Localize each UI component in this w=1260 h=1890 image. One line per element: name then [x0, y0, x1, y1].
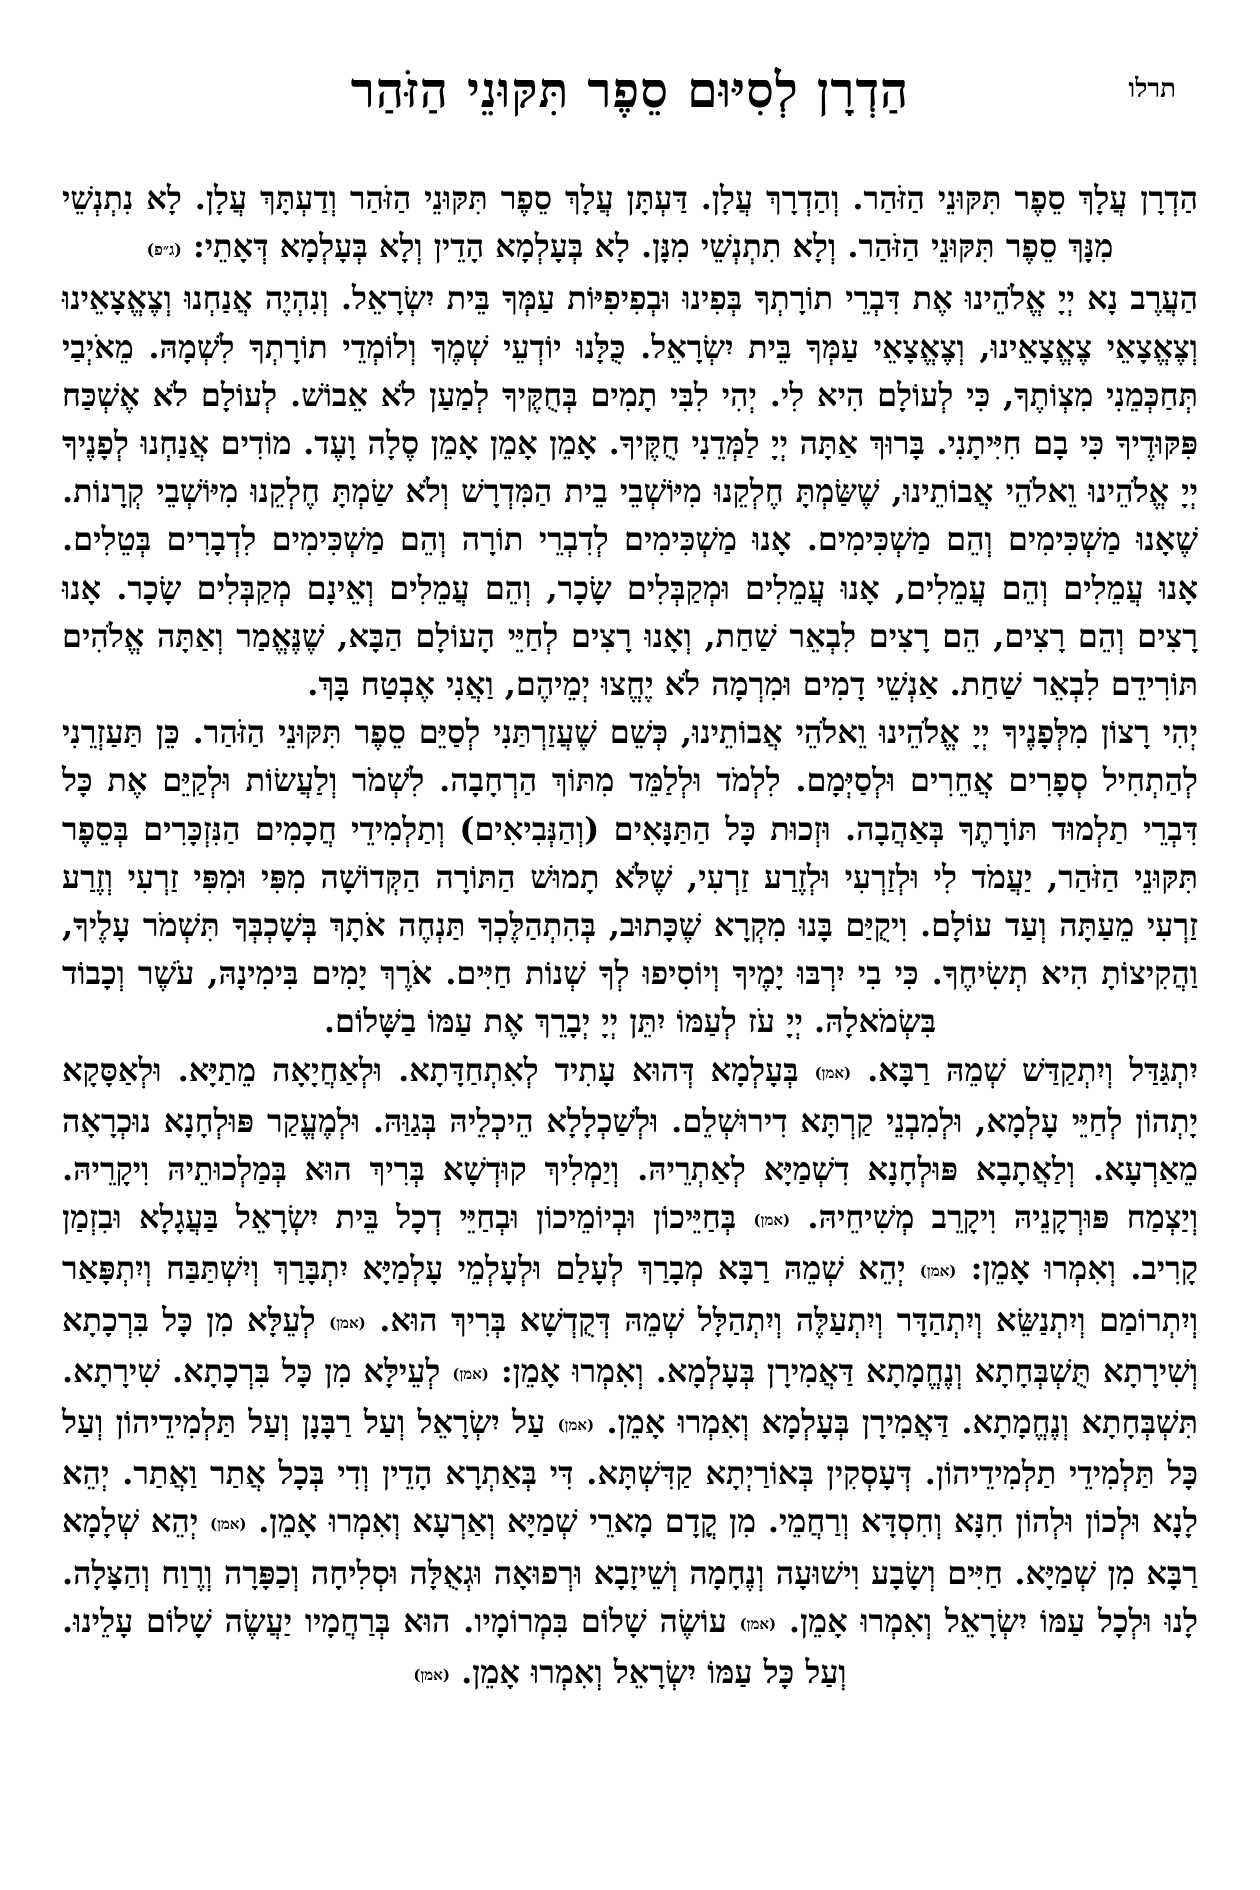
amen-marker: (אמן) — [753, 1211, 791, 1230]
hadran-paragraph — [62, 174, 1198, 274]
page-number: תרלו — [1128, 74, 1176, 104]
prayer-paragraph-1: הַעֲרֶב נָא יְיָ אֱלֹהֵינוּ אֶת דִּבְרֵי תוֹרָתְךָ בְּפִינוּ וּבְפִיפִיּוֹת עַמְּךָ בֵּית יִשְׂרָאֵל. וְנִהְיֶה אֲנַחְנוּ וְצֶאֱצָאֵינוּ וְצֶאֱצָאֵי צֶאֱצָאֵינוּ, וְצֶאֱצָאֵי עַמְּךָ בֵּית יִשְׂרָאֵל. כֻּלָּנוּ יוֹדְעֵי שְׁמֶךָ וְלוֹמְדֵי תוֹרָתְךָ לִשְׁמָהּ. מֵאֹיְבַי תְּחַכְּמֵנִי מִצְוֹתֶךָ, כִּי לְעוֹלָם הִיא לִי. יְהִי לִבִּי תָמִים בְּחֻקֶּיךָ לְמַעַן לֹא אֵבוֹשׁ. לְעוֹלָם לֹא אֶשְׁכַּח פִּקּוּדֶיךָ כִּי בָם חִיִּיתָנִי. בָּרוּךְ אַתָּה יְיָ לַמְּדֵנִי חֻקֶּיךָ. אָמֵן אָמֵן אָמֵן סֶלָה וָעֶד. מוֹדִים אֲנַחְנוּ לְפָנֶיךָ יְיָ אֱלֹהֵינוּ וֵאלֹהֵי אֲבוֹתֵינוּ, שֶׁשַּׂמְתָּ חֶלְקֵנוּ מִיּוֹשְׁבֵי בֵית הַמִּדְרָשׁ וְלֹא שַׂמְתָּ חֶלְקֵנוּ מִיּוֹשְׁבֵי קְרָנוֹת. שֶׁאָנוּ מַשְׁכִּימִים וְהֵם מַשְׁכִּימִים. אָנוּ מַשְׁכִּימִים לְדִבְרֵי תוֹרָה וְהֵם מַשְׁכִּימִים לִדְבָרִים בְּטֵלִים. אָנוּ עֲמֵלִים וְהֵם עֲמֵלִים, אָנוּ עֲמֵלִים וּמְקַבְּלִים שָׂכָר, וְהֵם עֲמֵלִים וְאֵינָם מְקַבְּלִים שָׂכָר. אָנוּ רָצִים וְהֵם רָצִים, הֵם רָצִים לִבְאֵר שַׁחַת, וְאָנוּ רָצִים לְחַיֵּי הָעוֹלָם הַבָּא, שֶׁנֶּאֱמַר וְאַתָּה אֱלֹהִים תּוֹרִידֵם לִבְאֵר שַׁחַת. אַנְשֵׁי דָמִים וּמִרְמָה לֹא יֶחֱצוּ יְמֵיהֶם, וַאֲנִי אֶבְטַח בָּךְ. — [62, 279, 1199, 704]
amen-marker: (אמן) — [209, 1515, 247, 1534]
kaddish-segment: יְהֵא שְׁלָמָא רַבָּא מִן שְׁמַיָּא. חַיִּים וְשָׂבָע וִישׁוּעָה וְנֶחָמָה וְשֵׁיזָבָא וּרְפוּאָה וּגְאֻלָּה וּסְלִיחָה וְכַפָּרָה וְרֶוַח וְהַצָּלָה. לָנוּ וּלְכָל עַמּוֹ יִשְׂרָאֵל וְאִמְרוּ אָמֵן. — [62, 1502, 1198, 1640]
amen-marker: (אמן) — [452, 1364, 489, 1383]
page-title: הַדְרָן לְסִיּוּם סֵפֶר תִּקּוּנֵי הַזֹּהַר — [350, 61, 910, 119]
repeat-three-times-marker: (ג״פ) — [146, 240, 182, 260]
kaddish-segment: לְעֵלָּא מִן כָּל בִּרְכָתָא וְשִׁירָתָא תֻּשְׁבְּחָתָא וְנֶחֱמָתָא דַּאֲמִירָן בְּעָלְמָא. וְאִמְרוּ אָמֵן: — [62, 1300, 1199, 1390]
hadran-text: הַדְרָן עֲלָךְ סֵפֶר תִּקּוּנֵי הַזֹּהַר. וְהַדְרָךְ עֲלָן. דַּעְתָּן עֲלָךְ סֵפֶר תִּקּוּנֵי הַזֹּהַר וְדַעְתָּךְ עֲלָן. לָא נִתְנְשֵׁי מִנָּךְ סֵפֶר תִּקּוּנֵי הַזֹּהַר. וְלָא תִתְנְשֵׁי מִנָּן. לָא בְּעָלְמָא הָדֵין וְלָא בְּעָלְמָא דְּאָתֵי: — [62, 179, 1198, 266]
prayer-paragraph-2: יְהִי רָצוֹן מִלְּפָנֶיךָ יְיָ אֱלֹהֵינוּ וֵאלֹהֵי אֲבוֹתֵינוּ, כְּשֵׁם שֶׁעֲזַרְתַּנִי לְסַיֵּם סֵפֶר תִּקּוּנֵי הַזֹּהַר. כֵּן תַּעַזְרֵנִי לְהַתְחִיל סְפָרִים אֲחֵרִים וּלְסַיְּמָם. לִלְמֹד וּלְלַמֵּד מִתּוֹךְ הַרְחָבָה. לִשְׁמֹר וְלַעֲשׂוֹת וּלְקַיֵּם אֶת כָּל דִּבְרֵי תַלְמוּד תּוֹרָתֶךָ בְּאַהֲבָה. וּזְכוּת כָּל הַתַּנָּאִים (וְהַנְּבִיאִים) וְתַלְמִידֵי חֲכָמִים הַנִּזְכָּרִים בְּסֵפֶר תִּקּוּנֵי הַזֹּהַר, יַעֲמֹד לִי וּלְזַרְעִי וּלְזֶרַע זַרְעִי, שֶׁלֹּא תָמוּשׁ הַתּוֹרָה הַקְּדוֹשָׁה מִפִּי וּמִפִּי זַרְעִי וְזֶרַע זַרְעִי מֵעַתָּה וְעַד עוֹלָם. וִיקֻיַּם בָּנוּ מִקְרָא שֶׁכָּתוּב, בְּהִתְהַלֶּכְךָ תַּנְחֶה אֹתָךְ בְּשָׁכְבְּךָ תִּשְׁמֹר עָלֶיךָ, וַהֲקִיצוֹתָ הִיא תְשִׂיחֶךָ. כִּי בִי יִרְבּוּ יָמֶיךָ וְיוֹסִיפוּ לְךָ שְׁנוֹת חַיִּים. אֹרֶךְ יָמִים בִּימִינָהּ, עֹשֶׁר וְכָבוֹד בִּשְׂמֹאלָהּ. יְיָ עֹז לְעַמּוֹ יִתֵּן יְיָ יְבָרֵךְ אֶת עַמּוֹ בַשָּׁלוֹם. — [62, 713, 1199, 1041]
amen-marker: (אמן) — [413, 1666, 450, 1685]
kaddish-segment: לְעֵילָּא מִן כָּל בִּרְכָתָא. שִׁירָתָא. תִּשְׁבְּחָתָא וְנֶחֱמָתָא. דַּאֲמִירָן בְּעָלְמָא וְאִמְרוּ אָמֵן. — [62, 1351, 1199, 1442]
page-header — [62, 40, 1198, 120]
kaddish-segment: בְּעָלְמָא דְּהוּא עָתִיד לְאִתְחַדָּתָא. וּלְאַחֲיָאָה מֵתַיָּא. וּלְאַסָּקָא יָתְהוֹן לְחַיֵּי עָלְמָא, וּלְמִבְנֵי קַרְתָּא דִירוּשְׁלֵם. וּלְשַׁכְלָלָא הֵיכְלֵיהּ בְּגַוַּהּ. וּלְמֶעֱקַר פּוּלְחָנָא נוּכְרָאָה מֵאַרְעָא. וְלַאֲתָבָא פּוּלְחָנָא דִשְׁמַיָּא לְאַתְרֵיהּ. וְיַמְלִיךְ קוּדְשָׁא בְּרִיךְ הוּא בְּמַלְכוּתֵיהּ וִיקָרֵיהּ. וְיַצְמַח פּוּרְקָנֵיהּ וִיקָרֵב מְשִׁיחֵיהּ. — [62, 1050, 1199, 1237]
amen-marker: (אמן) — [919, 1262, 957, 1281]
amen-marker: (אמן) — [739, 1614, 777, 1633]
document-page — [62, 40, 1198, 1870]
kaddish-segment: עַל יִשְׂרָאֵל וְעַל רַבָּנָן וְעַל תַּלְמִידֵיהוֹן וְעַל כָּל תַּלְמִידֵי תַלְמִידֵיהוֹן. דְּעָסְקִין בְּאוֹרַיְתָא קַדִּשְׁתָּא. דִּי בְּאַתְרָא הָדֵין וְדִי בְּכָל אֲתַר וַאֲתַר. יְהֵא לָנָא וּלְכוֹן וּלְהוֹן חִנָּא וְחִסְדָּא וְרַחֲמֵי. מִן קֳדָם מָארֵי שְׁמַיָּא וְאַרְעָא וְאִמְרוּ אָמֵן. — [62, 1403, 1199, 1541]
kaddish-segment: יְהֵא שְׁמֵהּ רַבָּא מְבָרַךְ לְעָלַם וּלְעָלְמֵי עָלְמַיָּא יִתְבָּרַךְ וְיִשְׁתַּבַּח וְיִתְפָּאַר וְיִתְרוֹמַם וְיִתְנַשֵּׂא וְיִתְהַדָּר וְיִתְעַלֶּה וְיִתְהַלָּל שְׁמֵהּ דְּקֻדְשָׁא בְּרִיךְ הוּא. — [62, 1249, 1199, 1339]
amen-marker: (אמן) — [814, 1063, 852, 1082]
kaddish-segment: בְּחַיֵּיכוֹן וּבְיוֹמֵיכוֹן וּבְחַיֵּי דְכָל בֵּית יִשְׂרָאֵל בַּעֲגָלָא וּבִזְמַן קָרִיב. וְאִמְרוּ אָמֵן: — [62, 1198, 1199, 1288]
amen-marker: (אמן) — [557, 1416, 595, 1435]
body-text — [62, 174, 1198, 1699]
kaddish-segment: יִתְגַּדַּל וְיִתְקַדַּשׁ שְׁמֵהּ רַבָּא. — [867, 1050, 1199, 1089]
kaddish-paragraph — [62, 1046, 1198, 1700]
kaddish-segment: עוֹשֶׂה שָׁלוֹם בִּמְרוֹמָיו. הוּא בְּרַחֲמָיו יַעֲשֶׂה שָׁלוֹם עָלֵינוּ. וְעַל כָּל עַמּוֹ יִשְׂרָאֵל וְאִמְרוּ אָמֵן. — [62, 1601, 847, 1692]
amen-marker: (אמן) — [329, 1313, 366, 1332]
